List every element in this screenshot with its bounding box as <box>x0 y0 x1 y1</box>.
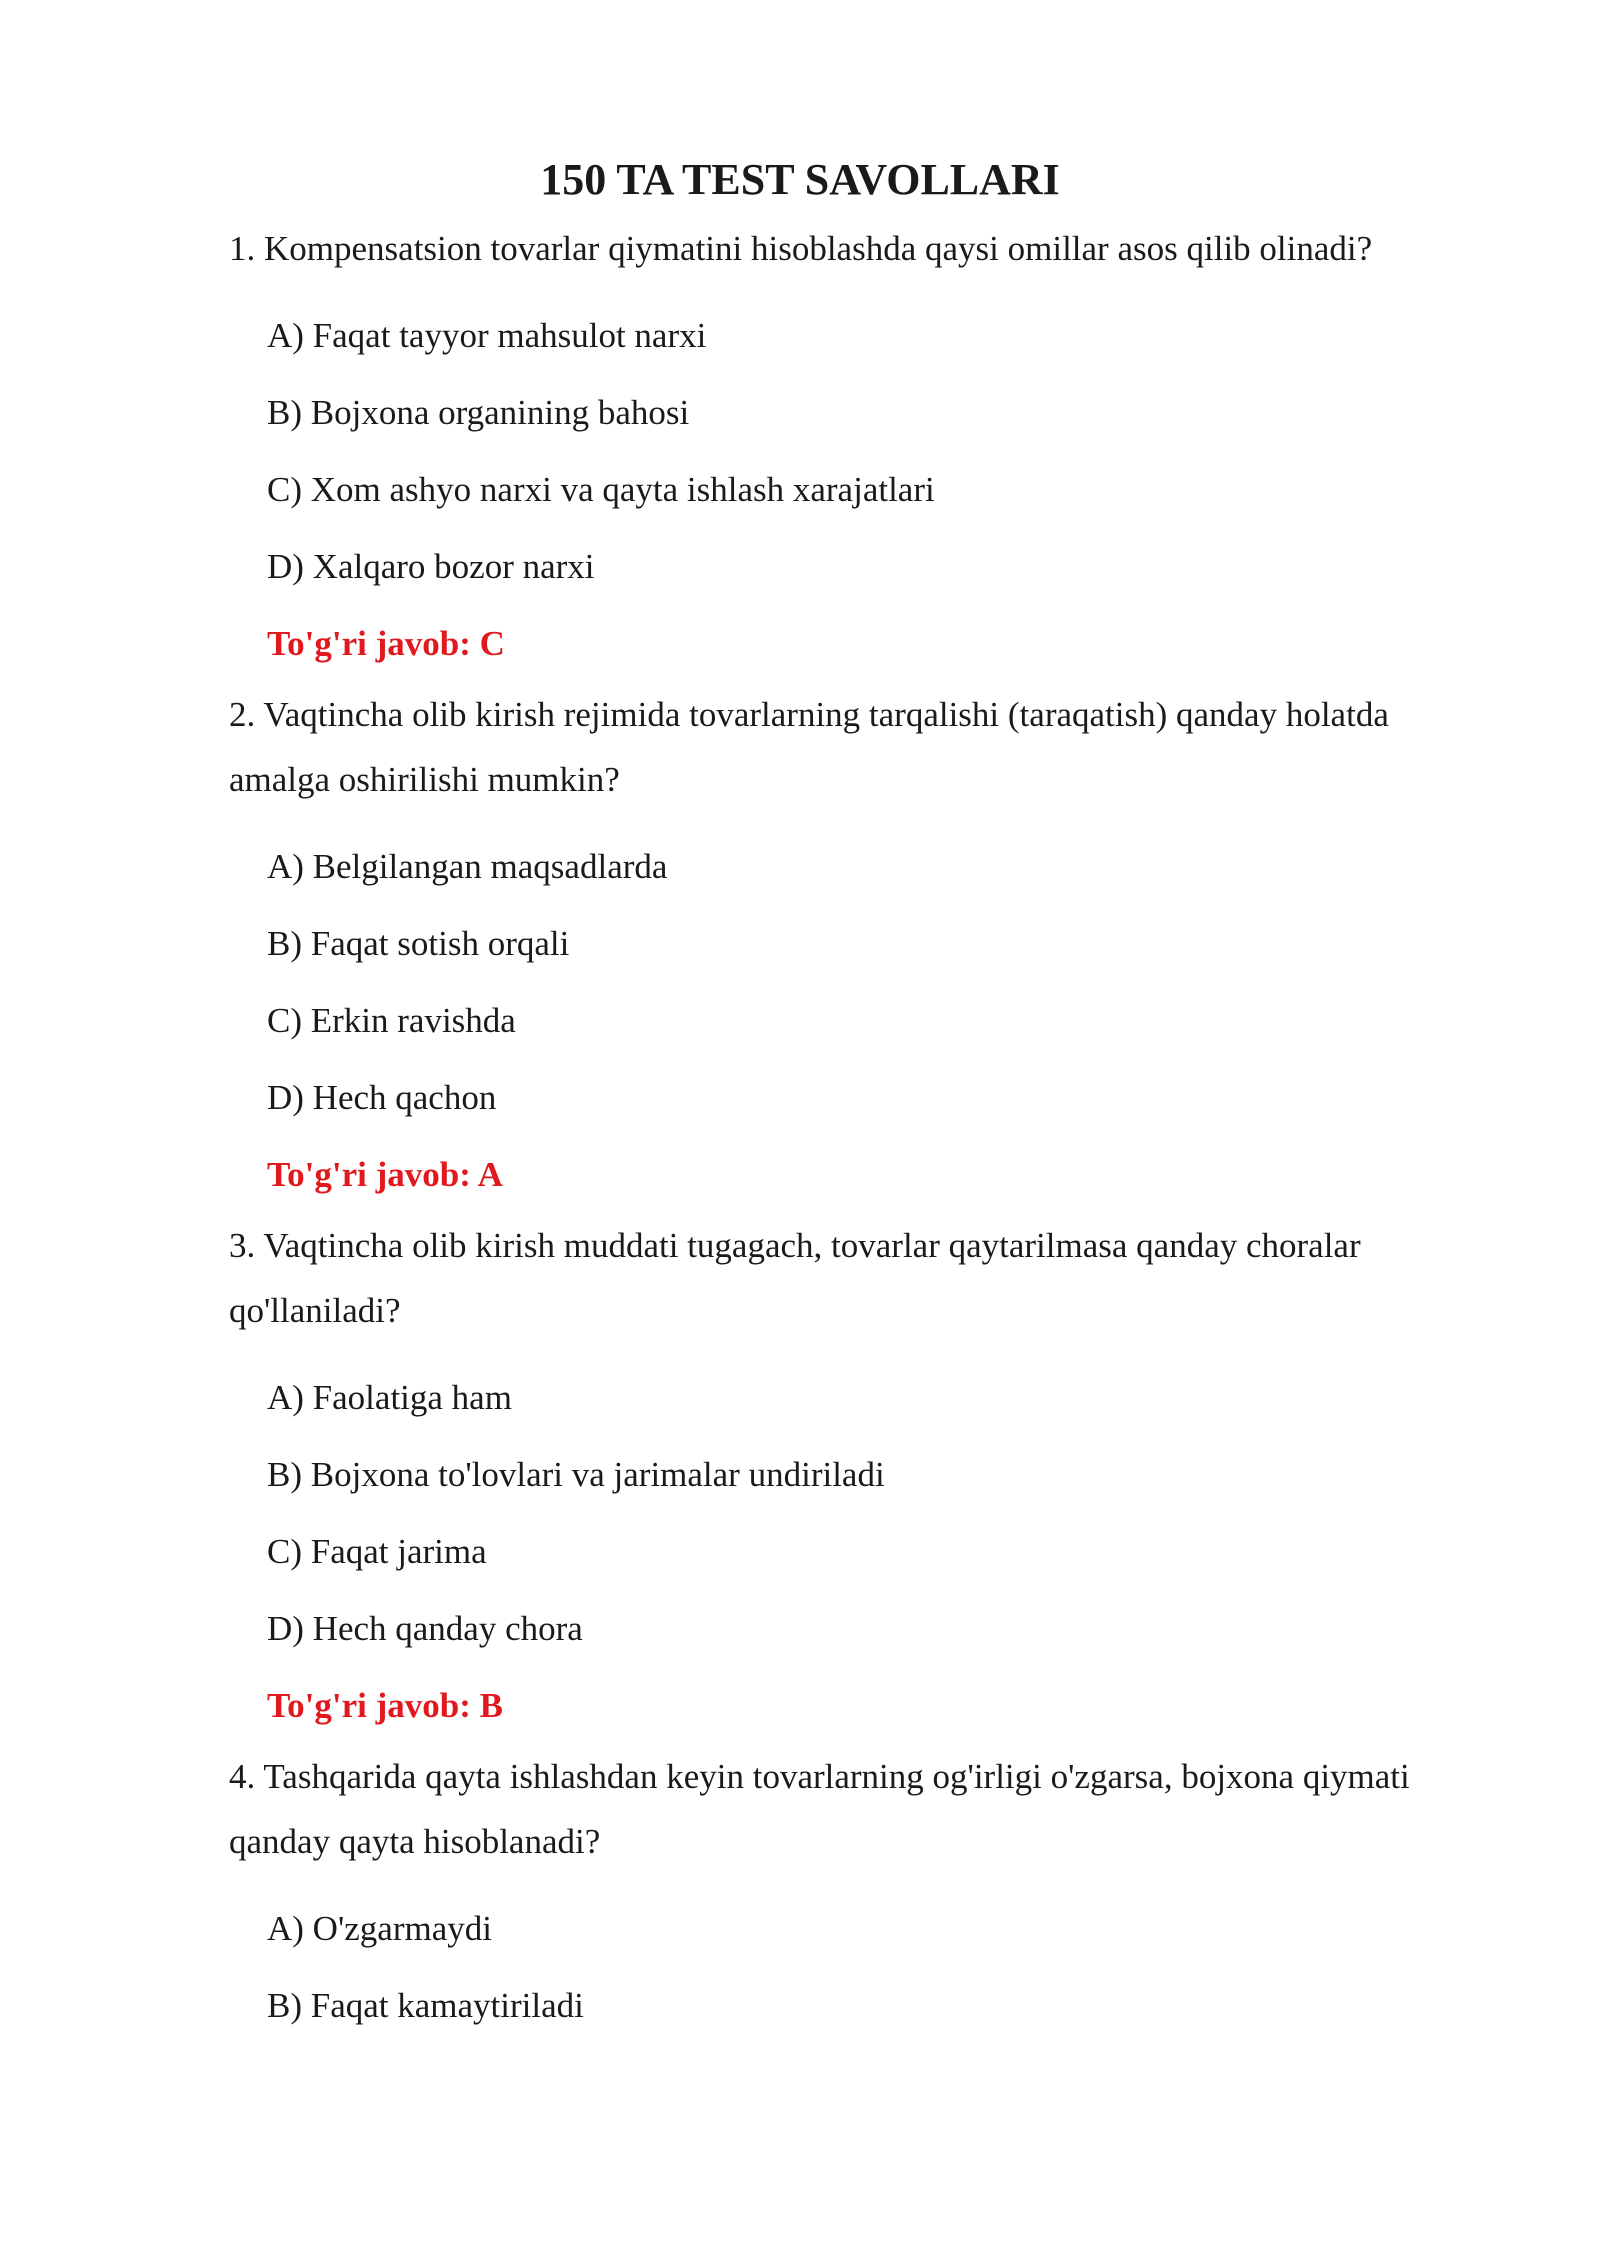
option-a: A) Faqat tayyor mahsulot narxi <box>267 316 707 355</box>
option-b: B) Faqat sotish orqali <box>267 924 570 963</box>
correct-answer: To'g'ri javob: B <box>267 1686 503 1725</box>
option-a: A) Faolatiga ham <box>267 1378 512 1417</box>
question-text: 3. Vaqtincha olib kirish muddati tugagach, tovarlar qaytarilmasa qanday choralar qo'llaniladi? <box>229 1226 1361 1330</box>
option-b: B) Bojxona organining bahosi <box>267 393 690 432</box>
option-list <box>229 1359 1480 1744</box>
question-text: 2. Vaqtincha olib kirish rejimida tovarlarning tarqalishi (taraqatish) qanday holatda amalga oshirilishi mumkin? <box>229 695 1389 799</box>
option-list <box>229 1890 1480 2044</box>
option-a: A) Belgilangan maqsadlarda <box>267 847 668 886</box>
option-c: C) Faqat jarima <box>267 1532 487 1571</box>
option-a: A) O'zgarmaydi <box>267 1909 492 1948</box>
question-text: 4. Tashqarida qayta ishlashdan keyin tovarlarning og'irligi o'zgarsa, bojxona qiymati qanday qayta hisoblanadi? <box>229 1757 1410 1861</box>
question-text: 1. Kompensatsion tovarlar qiymatini hisoblashda qaysi omillar asos qilib olinadi? <box>229 229 1373 268</box>
correct-answer: To'g'ri javob: C <box>267 624 505 663</box>
option-b: B) Bojxona to'lovlari va jarimalar undiriladi <box>267 1455 885 1494</box>
question-block-1 <box>229 216 1480 682</box>
option-d: D) Hech qanday chora <box>267 1609 583 1648</box>
correct-answer: To'g'ri javob: A <box>267 1155 503 1194</box>
option-b: B) Faqat kamaytiriladi <box>267 1986 584 2025</box>
question-block-3 <box>229 1213 1480 1744</box>
option-c: C) Xom ashyo narxi va qayta ishlash xarajatlari <box>267 470 935 509</box>
page-title: 150 TA TEST SAVOLLARI <box>540 155 1060 204</box>
option-c: C) Erkin ravishda <box>267 1001 516 1040</box>
option-d: D) Xalqaro bozor narxi <box>267 547 595 586</box>
option-list <box>229 828 1480 1213</box>
option-list <box>229 297 1480 682</box>
question-block-2 <box>229 682 1480 1213</box>
option-d: D) Hech qachon <box>267 1078 497 1117</box>
question-block-4 <box>229 1744 1480 2044</box>
